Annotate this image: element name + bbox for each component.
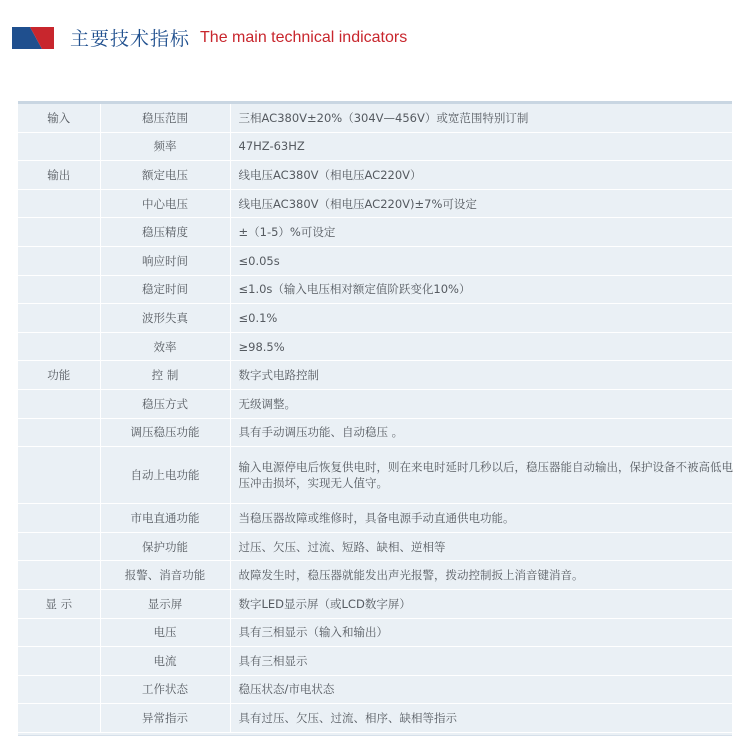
spec-category-cell: 输出 [18, 161, 100, 190]
spec-value-cell: 线电压AC380V（相电压AC220V） [230, 161, 740, 190]
spec-value-cell: 输入电源停电后恢复供电时，则在来电时延时几秒以后，稳压器能自动输出，保护设备不被高低电压冲击损坏，实现无人值守。 [230, 447, 740, 504]
spec-category-cell [18, 447, 100, 504]
spec-value-cell: ≤1.0s（输入电压相对额定值阶跃变化10%） [230, 275, 740, 304]
spec-item-cell: 电流 [100, 647, 230, 676]
spec-value-cell: ≤0.05s [230, 246, 740, 275]
spec-table [18, 104, 740, 733]
spec-value-cell: 稳压状态/市电状态 [230, 675, 740, 704]
spec-category-cell [18, 218, 100, 247]
spec-category-cell [18, 132, 100, 161]
title-chinese: 主要技术指标 [70, 28, 191, 50]
spec-row [18, 275, 740, 304]
spec-row [18, 304, 740, 333]
spec-category-cell [18, 304, 100, 333]
spec-row [18, 104, 740, 132]
spec-row [18, 704, 740, 733]
spec-item-cell: 市电直通功能 [100, 504, 230, 533]
spec-category-cell: 显 示 [18, 589, 100, 618]
spec-category-cell [18, 647, 100, 676]
spec-category-cell [18, 332, 100, 361]
spec-item-cell: 报警、消音功能 [100, 561, 230, 590]
spec-value-cell: 具有三相显示 [230, 647, 740, 676]
spec-category-cell [18, 246, 100, 275]
spec-item-cell: 频率 [100, 132, 230, 161]
spec-row [18, 132, 740, 161]
spec-row [18, 618, 740, 647]
spec-category-cell [18, 189, 100, 218]
spec-row [18, 647, 740, 676]
spec-value-cell: 数字式电路控制 [230, 361, 740, 390]
spec-value-cell: 故障发生时，稳压器就能发出声光报警，拨动控制扳上消音键消音。 [230, 561, 740, 590]
spec-value-cell: 47HZ-63HZ [230, 132, 740, 161]
spec-value-cell: 三相AC380V±20%（304V—456V）或宽范围特别订制 [230, 104, 740, 132]
spec-row [18, 361, 740, 390]
spec-item-cell: 额定电压 [100, 161, 230, 190]
spec-value-cell: 无级调整。 [230, 389, 740, 418]
spec-row [18, 332, 740, 361]
spec-category-cell [18, 618, 100, 647]
spec-value-cell: ±（1-5）%可设定 [230, 218, 740, 247]
spec-row [18, 589, 740, 618]
spec-row [18, 532, 740, 561]
spec-row [18, 447, 740, 504]
spec-item-cell: 自动上电功能 [100, 447, 230, 504]
spec-item-cell: 稳压范围 [100, 104, 230, 132]
spec-item-cell: 中心电压 [100, 189, 230, 218]
title-english: The main technical indicators [200, 28, 408, 46]
spec-item-cell: 调压稳压功能 [100, 418, 230, 447]
spec-value-cell: 具有手动调压功能、自动稳压 。 [230, 418, 740, 447]
spec-value-cell: 线电压AC380V（相电压AC220V)±7%可设定 [230, 189, 740, 218]
spec-row [18, 218, 740, 247]
spec-row [18, 504, 740, 533]
spec-category-cell [18, 418, 100, 447]
spec-category-cell [18, 561, 100, 590]
spec-item-cell: 效率 [100, 332, 230, 361]
spec-table-container [18, 101, 732, 736]
spec-category-cell [18, 504, 100, 533]
spec-item-cell: 控 制 [100, 361, 230, 390]
spec-value-cell: 具有三相显示（输入和输出） [230, 618, 740, 647]
spec-item-cell: 显示屏 [100, 589, 230, 618]
header-flag-icon [12, 27, 54, 49]
spec-row [18, 189, 740, 218]
spec-category-cell [18, 389, 100, 418]
spec-item-cell: 稳压精度 [100, 218, 230, 247]
spec-category-cell [18, 675, 100, 704]
spec-row [18, 246, 740, 275]
spec-item-cell: 波形失真 [100, 304, 230, 333]
spec-item-cell: 异常指示 [100, 704, 230, 733]
spec-row [18, 389, 740, 418]
spec-item-cell: 保护功能 [100, 532, 230, 561]
spec-category-cell: 输入 [18, 104, 100, 132]
spec-category-cell [18, 532, 100, 561]
spec-category-cell [18, 704, 100, 733]
spec-table-body [18, 104, 740, 732]
spec-value-cell: 数字LED显示屏（或LCD数字屏） [230, 589, 740, 618]
spec-item-cell: 稳定时间 [100, 275, 230, 304]
spec-row [18, 418, 740, 447]
spec-value-cell: 具有过压、欠压、过流、相序、缺相等指示 [230, 704, 740, 733]
section-header [12, 24, 407, 51]
spec-value-cell: 过压、欠压、过流、短路、缺相、逆相等 [230, 532, 740, 561]
spec-row [18, 561, 740, 590]
spec-row [18, 675, 740, 704]
spec-row [18, 161, 740, 190]
spec-value-cell: ≥98.5% [230, 332, 740, 361]
spec-item-cell: 工作状态 [100, 675, 230, 704]
spec-category-cell: 功能 [18, 361, 100, 390]
spec-item-cell: 稳压方式 [100, 389, 230, 418]
spec-value-cell: ≤0.1% [230, 304, 740, 333]
spec-value-cell: 当稳压器故障或维修时，具备电源手动直通供电功能。 [230, 504, 740, 533]
spec-item-cell: 电压 [100, 618, 230, 647]
spec-category-cell [18, 275, 100, 304]
spec-item-cell: 响应时间 [100, 246, 230, 275]
